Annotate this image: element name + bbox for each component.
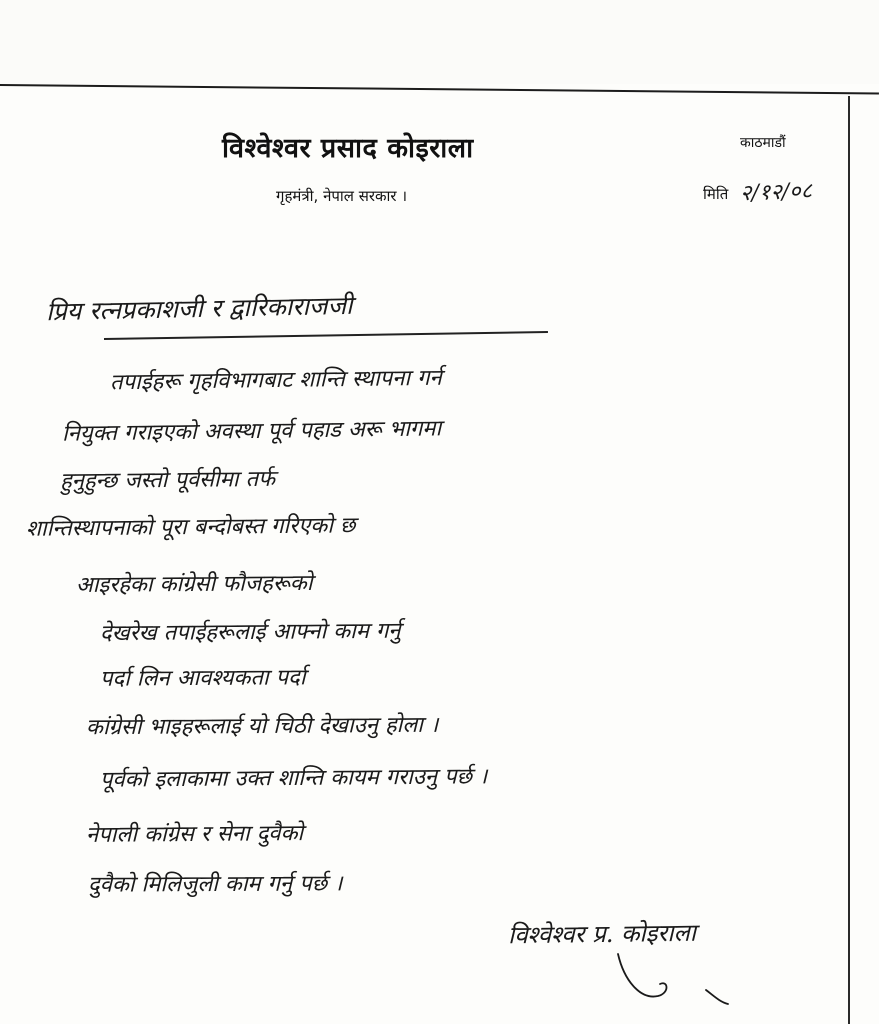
letter-line: पूर्वको इलाकामा उक्त शान्ति कायम गराउनु पर्छ ।: [99, 764, 488, 793]
letter-line: दुवैको मिलिजुली काम गर्नु पर्छ ।: [87, 871, 343, 898]
signature: विश्वेश्वर प्र. कोइराला: [507, 918, 697, 950]
letterhead-name: विश्वेश्वर प्रसाद कोइराला: [222, 133, 474, 164]
letter-line: देखरेख तपाईहरूलाई आफ्नो काम गर्नु: [99, 618, 401, 647]
letterhead-city: काठमाडौं: [740, 135, 786, 151]
letter-line: कांग्रेसी भाइहरूलाई यो चिठी देखाउनु होला ।: [85, 712, 439, 741]
letter-line: शान्तिस्थापनाको पूरा बन्दोबस्त गरिएको छ: [25, 513, 356, 542]
date-label: मिति: [703, 185, 729, 203]
letter-line: पर्दा लिन आवश्यकता पर्दा: [99, 665, 306, 692]
letter-line: आइरहेका कांग्रेसी फौजहरूको: [75, 570, 313, 599]
letter-line: नेपाली कांग्रेस र सेना दुवैको: [85, 821, 304, 848]
date-value: २/१२/०८: [739, 178, 813, 207]
salutation: प्रिय रत्नप्रकाशजी र द्वारिकाराजजी: [45, 290, 353, 327]
letter-line: हुनुहुन्छ जस्तो पूर्वसीमा तर्फ: [59, 466, 276, 495]
letterhead-title: गृहमंत्री, नेपाल सरकार ।: [276, 187, 408, 205]
letter-line: तपाईहरू गृहविभागबाट शान्ति स्थापना गर्न: [109, 365, 442, 396]
paper-right-edge: [848, 96, 850, 1024]
letter-line: नियुक्त गराइएको अवस्था पूर्व पहाड अरू भागमा: [61, 416, 442, 447]
signature-flourish: [610, 950, 750, 1010]
